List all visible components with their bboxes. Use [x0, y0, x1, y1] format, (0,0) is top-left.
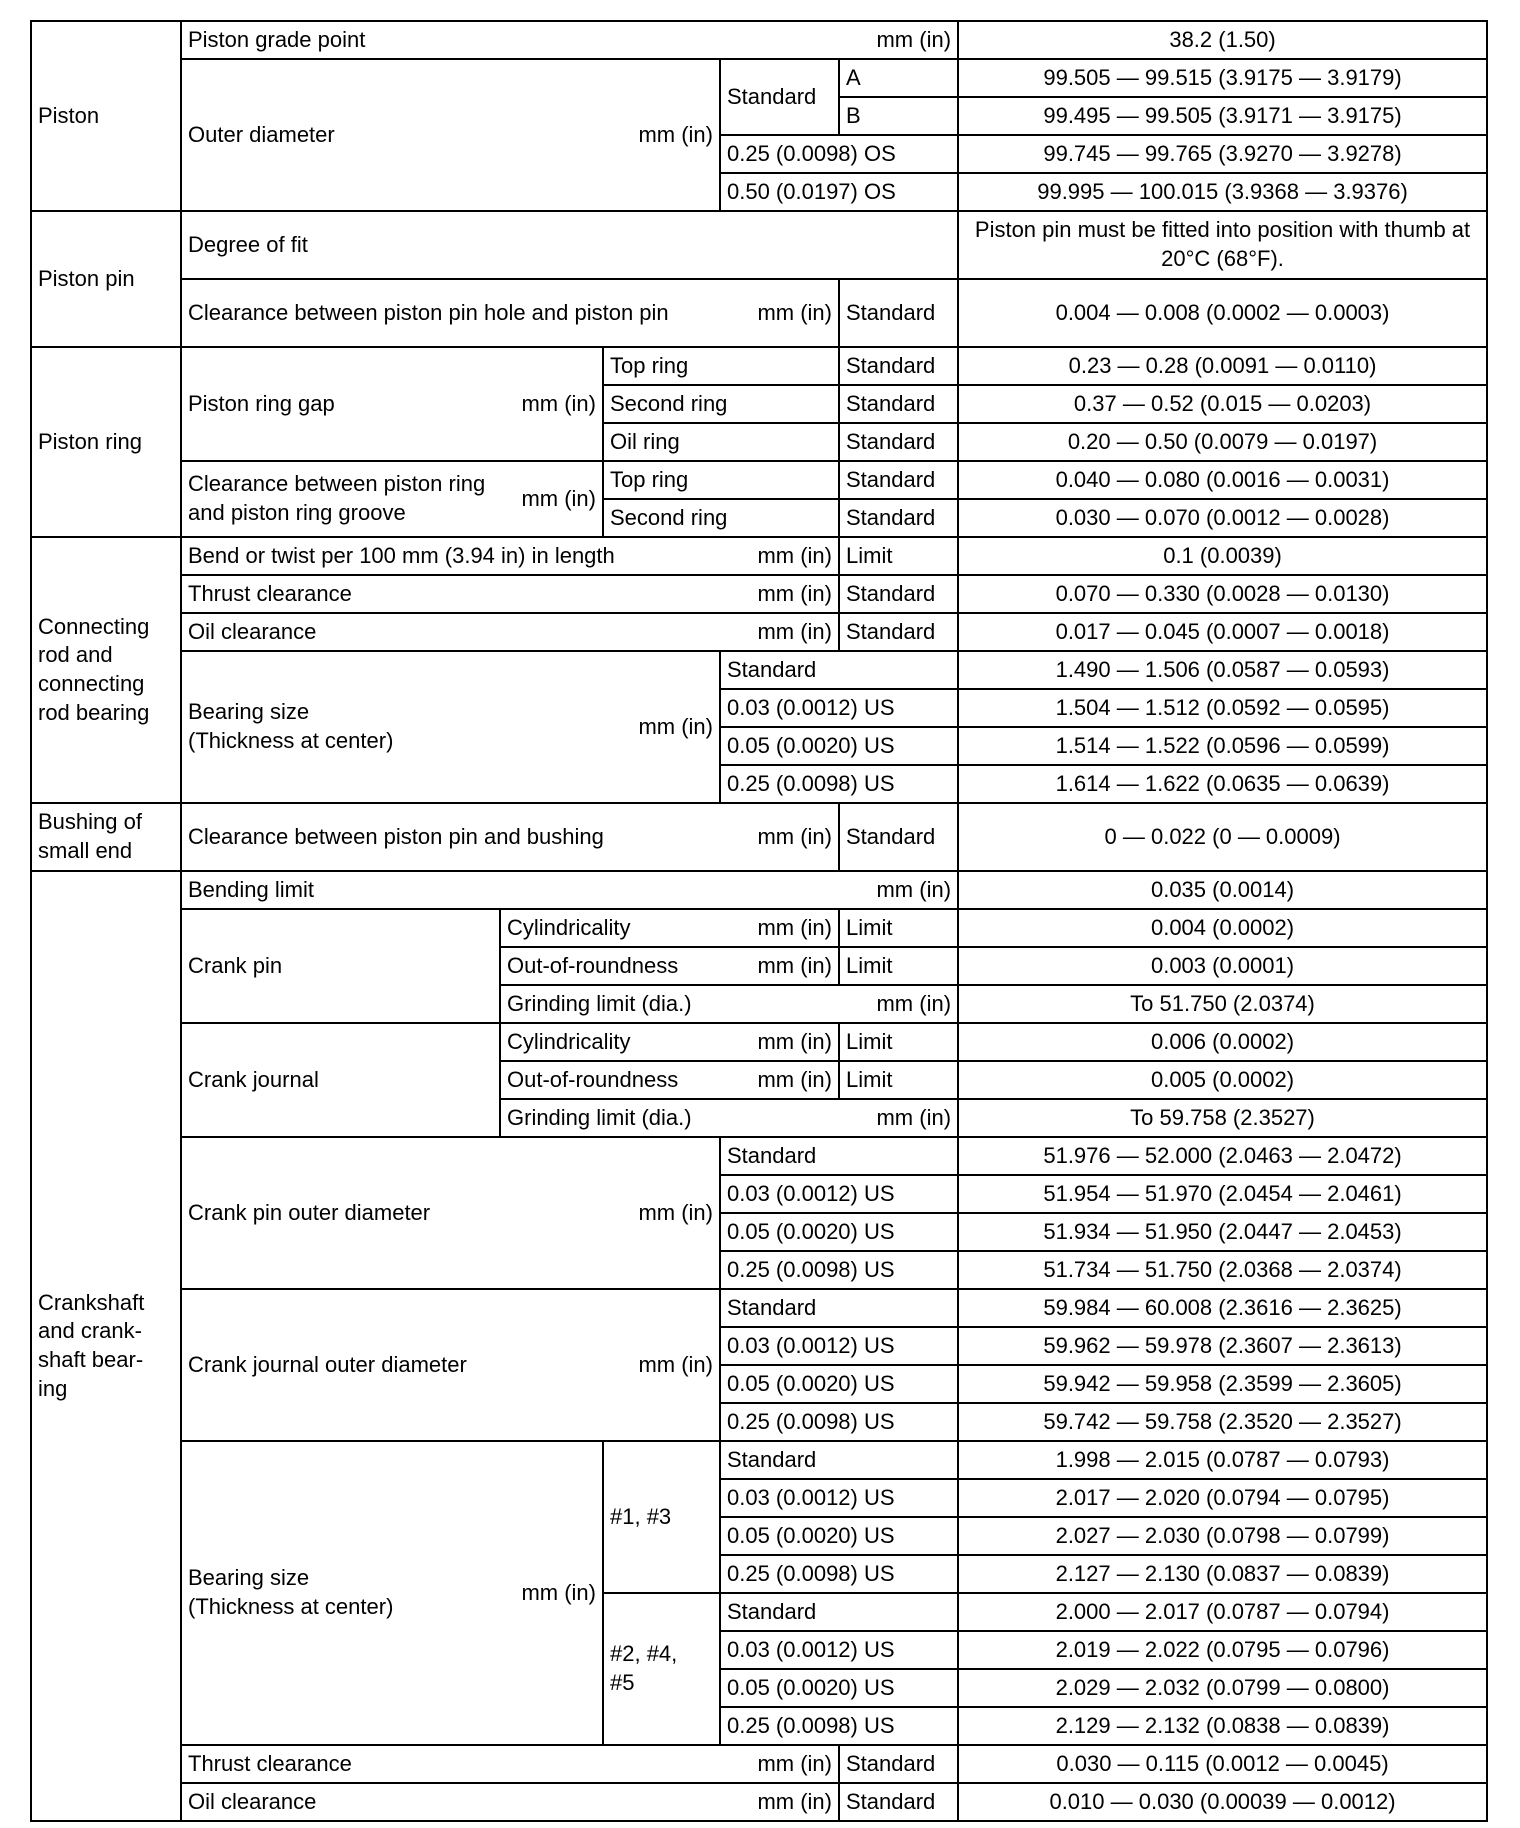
size-name: Standard — [720, 1441, 958, 1479]
table-row — [31, 871, 1487, 909]
spec-value: 0.010 — 0.030 (0.00039 — 0.0012) — [958, 1783, 1487, 1821]
check-label: Grinding limit (dia.) — [507, 990, 692, 1016]
section-title-connecting-rod: Connecting rod and connecting rod bearing — [31, 537, 181, 803]
check-label: Grinding limit (dia.) — [507, 1104, 692, 1130]
spec-label: Bend or twist per 100 mm (3.94 in) in length — [188, 542, 615, 568]
section-title-piston-ring: Piston ring — [31, 347, 181, 537]
spec-value: 0.070 — 0.330 (0.0028 — 0.0130) — [958, 575, 1487, 613]
size-name: Standard — [720, 1137, 958, 1175]
spec-value: 2.000 — 2.017 (0.0787 — 0.0794) — [958, 1593, 1487, 1631]
spec-value: 0.004 (0.0002) — [958, 909, 1487, 947]
section-title-piston-pin: Piston pin — [31, 211, 181, 347]
spec-label: Crank pin outer diameter — [188, 1199, 431, 1225]
size-name: A — [839, 59, 958, 97]
spec-value: 0.004 — 0.008 (0.0002 — 0.0003) — [958, 279, 1487, 347]
spec-label-cell — [181, 59, 720, 211]
spec-type: Standard — [839, 1745, 958, 1783]
table-row — [31, 803, 1487, 871]
ring-name: Second ring — [603, 385, 839, 423]
size-name: 0.03 (0.0012) US — [720, 1327, 958, 1365]
size-name: 0.25 (0.0098) US — [720, 765, 958, 803]
unit-label: mm (in) — [521, 485, 596, 511]
spec-label-cell — [181, 537, 839, 575]
size-name: 0.25 (0.0098) US — [720, 1555, 958, 1593]
spec-value: To 59.758 (2.3527) — [958, 1099, 1487, 1137]
spec-value: 59.984 — 60.008 (2.3616 — 2.3625) — [958, 1289, 1487, 1327]
spec-label: Thrust clearance — [188, 1750, 352, 1776]
spec-value: 0.37 — 0.52 (0.015 — 0.0203) — [958, 385, 1487, 423]
journal-group: #2, #4, #5 — [603, 1593, 720, 1745]
spec-label-cell — [181, 1289, 720, 1441]
spec-label-cell — [500, 1061, 839, 1099]
unit-label: mm (in) — [757, 914, 832, 940]
size-name: 0.50 (0.0197) OS — [720, 173, 958, 211]
spec-value: 2.017 — 2.020 (0.0794 — 0.0795) — [958, 1479, 1487, 1517]
check-label: Cylindricality — [507, 1028, 631, 1054]
spec-type: Standard — [839, 279, 958, 347]
spec-label: Piston grade point — [188, 26, 366, 52]
spec-label-cell — [500, 947, 839, 985]
table-row — [31, 1289, 1487, 1327]
spec-label: Degree of fit — [181, 211, 958, 279]
spec-value: 0.1 (0.0039) — [958, 537, 1487, 575]
spec-type: Limit — [839, 537, 958, 575]
size-name: 0.05 (0.0020) US — [720, 727, 958, 765]
spec-type: Standard — [839, 1783, 958, 1821]
spec-label: Piston ring gap — [188, 390, 335, 416]
unit-label: mm (in) — [521, 1579, 596, 1605]
spec-value: 59.942 — 59.958 (2.3599 — 2.3605) — [958, 1365, 1487, 1403]
spec-label-cell — [181, 1745, 839, 1783]
spec-value: 0.040 — 0.080 (0.0016 — 0.0031) — [958, 461, 1487, 499]
spec-label: Bending limit — [188, 876, 314, 902]
spec-type: Limit — [839, 947, 958, 985]
spec-type: Standard — [839, 385, 958, 423]
spec-type: Standard — [839, 347, 958, 385]
spec-label-cell — [500, 909, 839, 947]
unit-label: mm (in) — [757, 299, 832, 325]
spec-type: Limit — [839, 909, 958, 947]
spec-label-cell — [500, 1023, 839, 1061]
spec-type: Standard — [839, 499, 958, 537]
spec-value: 59.742 — 59.758 (2.3520 — 2.3527) — [958, 1403, 1487, 1441]
spec-label-cell — [181, 21, 958, 59]
spec-label-cell — [181, 803, 839, 871]
ring-name: Second ring — [603, 499, 839, 537]
table-row — [31, 1023, 1487, 1061]
table-row — [31, 613, 1487, 651]
spec-label-cell — [181, 1137, 720, 1289]
spec-value: 59.962 — 59.978 (2.3607 — 2.3613) — [958, 1327, 1487, 1365]
unit-label: mm (in) — [876, 1104, 952, 1130]
spec-label: Oil clearance — [188, 1788, 317, 1814]
spec-value: 0.030 — 0.115 (0.0012 — 0.0045) — [958, 1745, 1487, 1783]
spec-value: 1.998 — 2.015 (0.0787 — 0.0793) — [958, 1441, 1487, 1479]
size-name: 0.03 (0.0012) US — [720, 1175, 958, 1213]
spec-value: 2.019 — 2.022 (0.0795 — 0.0796) — [958, 1631, 1487, 1669]
spec-label: Clearance between piston pin and bushing — [188, 823, 604, 849]
specification-table — [30, 20, 1488, 1822]
unit-label: mm (in) — [638, 713, 713, 739]
spec-value: 51.734 — 51.750 (2.0368 — 2.0374) — [958, 1251, 1487, 1289]
spec-value: 51.976 — 52.000 (2.0463 — 2.0472) — [958, 1137, 1487, 1175]
spec-type: Standard — [839, 613, 958, 651]
size-name: 0.03 (0.0012) US — [720, 689, 958, 727]
spec-value: 2.129 — 2.132 (0.0838 — 0.0839) — [958, 1707, 1487, 1745]
spec-value: 0.006 (0.0002) — [958, 1023, 1487, 1061]
spec-label: Thrust clearance — [188, 580, 352, 606]
spec-value: 2.027 — 2.030 (0.0798 — 0.0799) — [958, 1517, 1487, 1555]
spec-label-cell — [181, 279, 839, 347]
table-row — [31, 575, 1487, 613]
spec-value: 1.490 — 1.506 (0.0587 — 0.0593) — [958, 651, 1487, 689]
unit-label: mm (in) — [757, 1788, 832, 1814]
size-name: 0.05 (0.0020) US — [720, 1213, 958, 1251]
spec-label: Crank journal outer diameter — [188, 1351, 467, 1377]
spec-value: 0.017 — 0.045 (0.0007 — 0.0018) — [958, 613, 1487, 651]
spec-type: Standard — [839, 575, 958, 613]
unit-label: mm (in) — [638, 1351, 713, 1377]
table-row — [31, 347, 1487, 385]
table-row — [31, 1137, 1487, 1175]
table-row — [31, 1745, 1487, 1783]
spec-value: 99.495 — 99.505 (3.9171 — 3.9175) — [958, 97, 1487, 135]
unit-label: mm (in) — [876, 876, 952, 902]
spec-type: Limit — [839, 1061, 958, 1099]
spec-label-cell — [500, 985, 958, 1023]
size-name: 0.03 (0.0012) US — [720, 1479, 958, 1517]
size-name: 0.05 (0.0020) US — [720, 1365, 958, 1403]
spec-value: 2.029 — 2.032 (0.0799 — 0.0800) — [958, 1669, 1487, 1707]
spec-label: Crank journal — [181, 1023, 500, 1137]
unit-label: mm (in) — [757, 823, 832, 849]
spec-value: 38.2 (1.50) — [958, 21, 1487, 59]
table-row — [31, 909, 1487, 947]
spec-type: Limit — [839, 1023, 958, 1061]
spec-label-cell — [181, 575, 839, 613]
spec-label: Bearing size — [188, 1565, 310, 1591]
unit-label: mm (in) — [757, 542, 832, 568]
size-name: Standard — [720, 1289, 958, 1327]
spec-value: 99.995 — 100.015 (3.9368 — 3.9376) — [958, 173, 1487, 211]
spec-label-cell — [181, 1783, 839, 1821]
spec-label: Crank pin — [181, 909, 500, 1023]
spec-value: 99.745 — 99.765 (3.9270 — 3.9278) — [958, 135, 1487, 173]
check-label: Cylindricality — [507, 914, 631, 940]
table-row — [31, 211, 1487, 279]
spec-label-cell — [181, 651, 720, 803]
size-name: 0.05 (0.0020) US — [720, 1669, 958, 1707]
size-name: 0.25 (0.0098) US — [720, 1707, 958, 1745]
spec-sublabel: (Thickness at center) — [188, 728, 394, 753]
unit-label: mm (in) — [876, 990, 952, 1016]
size-name: B — [839, 97, 958, 135]
unit-label: mm (in) — [757, 1750, 832, 1776]
spec-value: 51.954 — 51.970 (2.0454 — 2.0461) — [958, 1175, 1487, 1213]
unit-label: mm (in) — [757, 1066, 832, 1092]
spec-value: 99.505 — 99.515 (3.9175 — 3.9179) — [958, 59, 1487, 97]
spec-value: 0.030 — 0.070 (0.0012 — 0.0028) — [958, 499, 1487, 537]
journal-group: #1, #3 — [603, 1441, 720, 1593]
unit-label: mm (in) — [638, 121, 713, 147]
spec-value: 2.127 — 2.130 (0.0837 — 0.0839) — [958, 1555, 1487, 1593]
spec-value: 0.035 (0.0014) — [958, 871, 1487, 909]
unit-label: mm (in) — [757, 618, 832, 644]
check-label: Out-of-roundness — [507, 952, 679, 978]
size-name: Standard — [720, 651, 958, 689]
table-row — [31, 537, 1487, 575]
spec-value: 51.934 — 51.950 (2.0447 — 2.0453) — [958, 1213, 1487, 1251]
spec-label: Clearance between piston pin hole and piston pin — [188, 299, 669, 325]
spec-value: 0.20 — 0.50 (0.0079 — 0.0197) — [958, 423, 1487, 461]
unit-label: mm (in) — [638, 1199, 713, 1225]
check-label: Out-of-roundness — [507, 1066, 679, 1092]
section-title-piston: Piston — [31, 21, 181, 211]
unit-label: mm (in) — [521, 390, 596, 416]
spec-label-cell — [181, 347, 603, 461]
size-name: 0.03 (0.0012) US — [720, 1631, 958, 1669]
table-row — [31, 1783, 1487, 1821]
size-name: 0.05 (0.0020) US — [720, 1517, 958, 1555]
spec-label: Bearing size — [188, 699, 310, 725]
spec-value: Piston pin must be fitted into position with thumb at 20°C (68°F). — [958, 211, 1487, 279]
spec-value: 0.003 (0.0001) — [958, 947, 1487, 985]
unit-label: mm (in) — [757, 580, 832, 606]
size-name: 0.25 (0.0098) US — [720, 1251, 958, 1289]
spec-type: Standard — [839, 803, 958, 871]
unit-label: mm (in) — [757, 1028, 832, 1054]
table-row — [31, 279, 1487, 347]
unit-label: mm (in) — [757, 952, 832, 978]
spec-type: Standard — [839, 461, 958, 499]
unit-label: mm (in) — [876, 26, 952, 52]
spec-value: 1.514 — 1.522 (0.0596 — 0.0599) — [958, 727, 1487, 765]
spec-value: To 51.750 (2.0374) — [958, 985, 1487, 1023]
spec-label-cell — [181, 613, 839, 651]
spec-value: 1.614 — 1.622 (0.0635 — 0.0639) — [958, 765, 1487, 803]
spec-label: Outer diameter — [188, 121, 335, 147]
section-title-crankshaft: Crankshaft and crank- shaft bear- ing — [31, 871, 181, 1821]
spec-label: Oil clearance — [188, 618, 317, 644]
section-title-bushing: Bushing of small end — [31, 803, 181, 871]
spec-value: 0.23 — 0.28 (0.0091 — 0.0110) — [958, 347, 1487, 385]
size-name: 0.25 (0.0098) US — [720, 1403, 958, 1441]
spec-sublabel: (Thickness at center) — [188, 1594, 394, 1619]
ring-name: Oil ring — [603, 423, 839, 461]
spec-value: 0.005 (0.0002) — [958, 1061, 1487, 1099]
table-row — [31, 21, 1487, 59]
spec-label-cell — [500, 1099, 958, 1137]
ring-name: Top ring — [603, 461, 839, 499]
spec-value: 0 — 0.022 (0 — 0.0009) — [958, 803, 1487, 871]
spec-type: Standard — [720, 59, 839, 135]
spec-label-cell — [181, 871, 958, 909]
spec-value: 1.504 — 1.512 (0.0592 — 0.0595) — [958, 689, 1487, 727]
spec-type: Standard — [839, 423, 958, 461]
ring-name: Top ring — [603, 347, 839, 385]
table-row — [31, 59, 1487, 97]
spec-label-cell — [181, 1441, 603, 1745]
table-row — [31, 651, 1487, 689]
spec-label: Clearance between piston ring and piston ring groove — [188, 471, 486, 525]
spec-label-cell — [181, 461, 603, 537]
table-row — [31, 1441, 1487, 1479]
size-name: Standard — [720, 1593, 958, 1631]
table-row — [31, 461, 1487, 499]
size-name: 0.25 (0.0098) OS — [720, 135, 958, 173]
